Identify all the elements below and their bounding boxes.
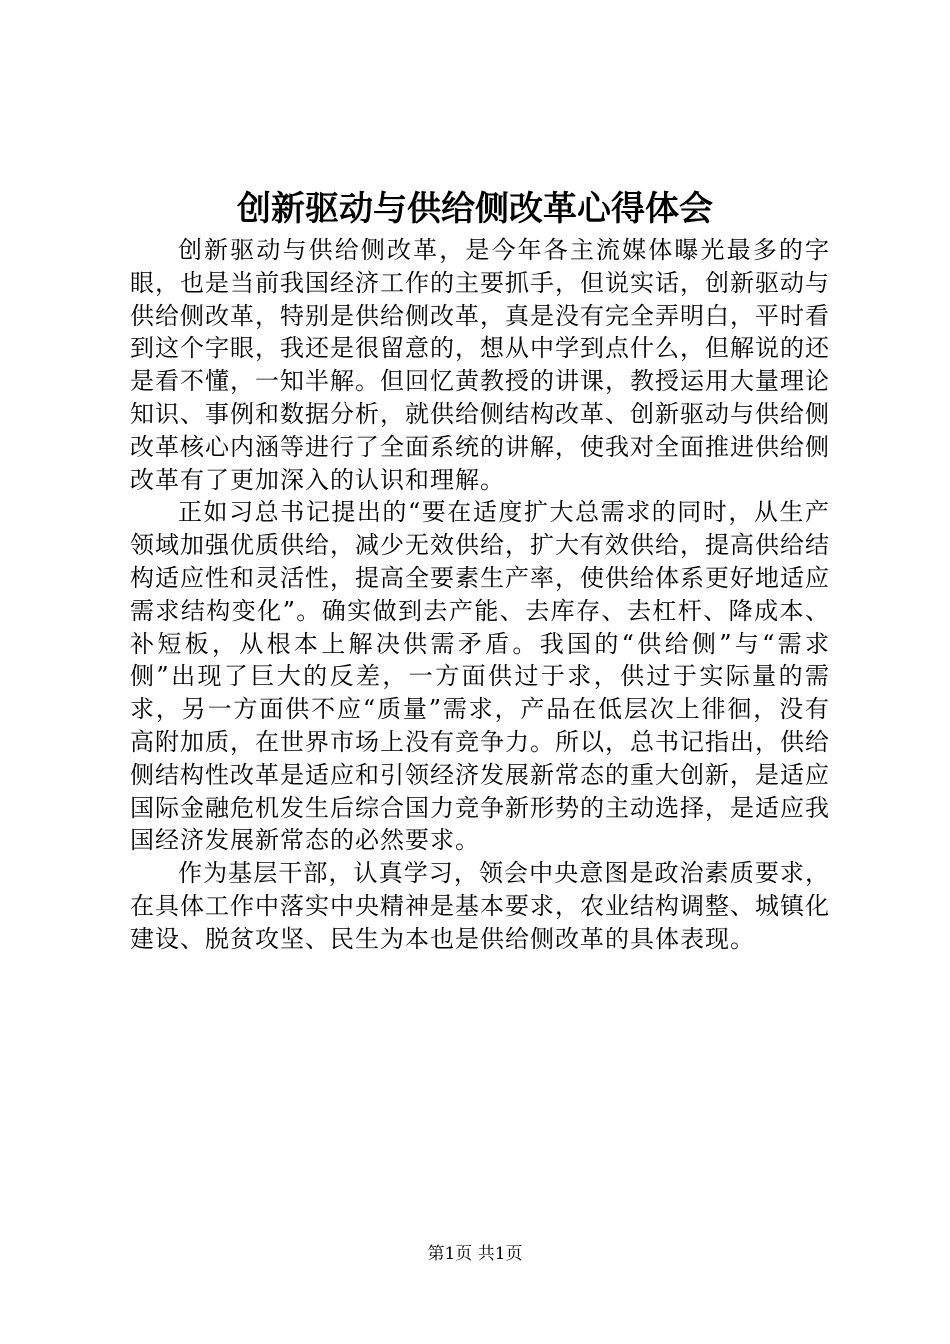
paragraph-1: 创新驱动与供给侧改革，是今年各主流媒体曝光最多的字眼，也是当前我国经济工作的主要抓手，但说实话，创新驱动与供给侧改革，特别是供给侧改革，真是没有完全弄明白，平时看到这个字眼，我还是很留意的，想从中学到点什么，但解说的还是看不懂，一知半解。但回忆黄教授的讲课，教授运用大量理论知识、事例和数据分析，就供给侧结构改革、创新驱动与供给侧改革核心内涵等进行了全面系统的讲解，使我对全面推进供给侧改革有了更加深入的认识和理解。 <box>130 236 830 494</box>
document-body <box>130 234 830 956</box>
page-number-label: 第1页 共1页 <box>427 1244 523 1264</box>
paragraph-3: 作为基层干部，认真学习，领会中央意图是政治素质要求，在具体工作中落实中央精神是基本要求，农业结构调整、城镇化建设、脱贫攻坚、民生为本也是供给侧改革的具体表现。 <box>130 859 830 953</box>
document-title: 创新驱动与供给侧改革心得体会 <box>237 189 713 229</box>
page-footer <box>0 1242 950 1266</box>
paragraph-2: 正如习总书记提出的“要在适度扩大总需求的同时，从生产领域加强优质供给，减少无效供给，扩大有效供给，提高供给结构适应性和灵活性，提高全要素生产率，使供给体系更好地适应需求结构变化”。确实做到去产能、去库存、去杠杆、降成本、补短板，从根本上解决供需矛盾。我国的“供给侧”与“需求侧”出现了巨大的反差，一方面供过于求，供过于实际量的需求，另一方面供不应“质量”需求，产品在低层次上徘徊，没有高附加质，在世界市场上没有竞争力。所以，总书记指出，供给侧结构性改革是适应和引领经济发展新常态的重大创新，是适应国际金融危机发生后综合国力竞争新形势的主动选择，是适应我国经济发展新常态的必然要求。 <box>130 498 830 855</box>
